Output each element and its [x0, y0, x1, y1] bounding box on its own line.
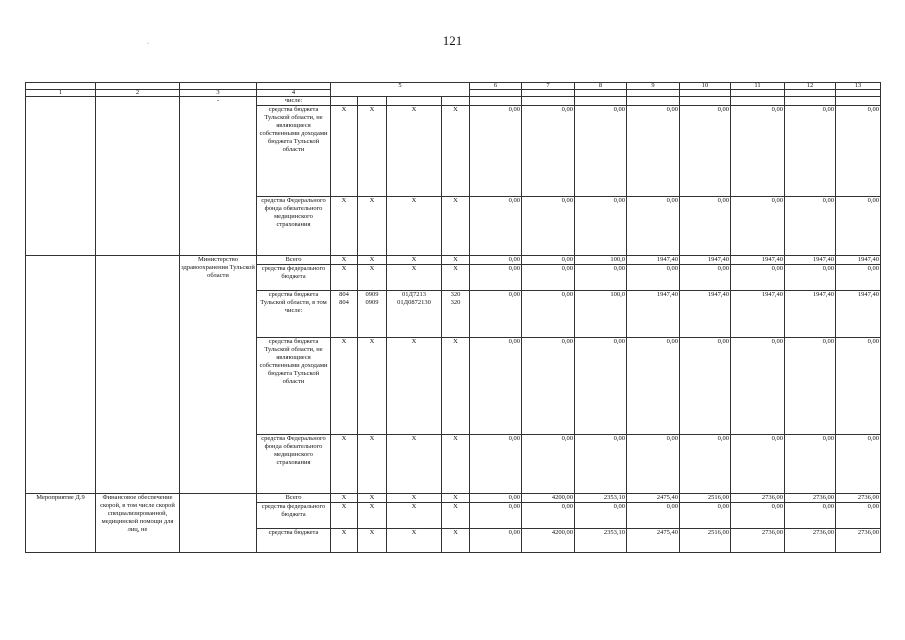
header-cell-3-top	[180, 83, 257, 90]
source-cell: средства бюджета Тульской области, не являющиеся собственными доходами бюджета Тульской области	[257, 338, 331, 435]
value-cell: 0,00	[470, 435, 522, 494]
value-cell: 0,00	[836, 265, 881, 291]
code-cell: 01Д7213 01Д0872130	[387, 291, 442, 338]
value-cell: 0,00	[680, 338, 731, 435]
header-row-top	[26, 83, 881, 90]
code-cell: X	[358, 494, 387, 503]
header-cell-5: 5	[331, 83, 470, 97]
code-cell: X	[331, 106, 358, 197]
code-cell: X	[442, 529, 470, 553]
scan-dot: ·	[147, 41, 149, 47]
value-cell: 0,00	[470, 291, 522, 338]
value-cell: 0,00	[731, 106, 785, 197]
header-cell-4-top	[257, 83, 331, 90]
code-cell: X	[442, 197, 470, 256]
value-cell: 1947,40	[627, 256, 680, 265]
value-cell: 0,00	[575, 338, 627, 435]
code-cell: X	[358, 503, 387, 529]
value-cell: 0,00	[470, 494, 522, 503]
value-cell: 0,00	[785, 503, 836, 529]
code-cell: X	[358, 435, 387, 494]
header-cell-3: 3	[180, 90, 257, 97]
value-cell: 0,00	[470, 197, 522, 256]
value-cell: 0,00	[470, 529, 522, 553]
table-row	[26, 494, 881, 503]
table-row	[26, 256, 881, 265]
value-cell: 2736,00	[836, 494, 881, 503]
value-cell: 0,00	[836, 435, 881, 494]
code-cell: X	[358, 529, 387, 553]
header-cell-9: 9	[627, 83, 680, 90]
header-cell-10: 10	[680, 83, 731, 90]
header-cell-7: 7	[522, 83, 575, 90]
value-cell: 0,00	[627, 265, 680, 291]
header-cell-13: 13	[836, 83, 881, 90]
header-cell-2-top	[96, 83, 180, 90]
code-cell: X	[358, 106, 387, 197]
value-cell: 0,00	[731, 338, 785, 435]
value-cell: 0,00	[575, 435, 627, 494]
value-cell: 0,00	[680, 435, 731, 494]
budget-table	[25, 82, 881, 553]
code-cell: 320 320	[442, 291, 470, 338]
source-cell: средства Федерального фонда обязательного медицинского страхования	[257, 197, 331, 256]
value-cell: 1947,40	[680, 291, 731, 338]
value-cell: 4200,00	[522, 529, 575, 553]
value-cell: 0,00	[785, 265, 836, 291]
value-cell: 0,00	[522, 291, 575, 338]
page-number: 121	[442, 33, 463, 48]
value-cell: 0,00	[836, 197, 881, 256]
value-cell: 2475,40	[627, 494, 680, 503]
source-cell: средства Федерального фонда обязательного медицинского страхования	[257, 435, 331, 494]
value-cell: 0,00	[836, 106, 881, 197]
value-cell: 0,00	[627, 106, 680, 197]
measure-name-cell: Мероприятие Д.9	[26, 494, 96, 553]
value-cell: 1947,40	[836, 256, 881, 265]
value-cell: 0,00	[470, 265, 522, 291]
code-cell: X	[331, 529, 358, 553]
code-cell: X	[358, 197, 387, 256]
code-cell: X	[387, 529, 442, 553]
value-cell: 2736,00	[731, 529, 785, 553]
code-cell: 0909 0909	[358, 291, 387, 338]
header-cell-2: 2	[96, 90, 180, 97]
value-cell: 0,00	[470, 256, 522, 265]
value-cell: 2475,40	[627, 529, 680, 553]
value-cell: 0,00	[575, 503, 627, 529]
source-cell: средства федерального бюджета	[257, 503, 331, 529]
value-cell: 0,00	[522, 106, 575, 197]
value-cell: 1947,40	[731, 291, 785, 338]
value-cell: 1947,40	[785, 256, 836, 265]
value-cell: 0,00	[680, 197, 731, 256]
header-cell-1: 1	[26, 90, 96, 97]
value-cell: 4200,00	[522, 494, 575, 503]
value-cell: 0,00	[522, 197, 575, 256]
header-cell-1-top	[26, 83, 96, 90]
value-cell: 0,00	[522, 256, 575, 265]
code-cell: X	[331, 503, 358, 529]
code-cell: 804 804	[331, 291, 358, 338]
value-cell: 0,00	[522, 265, 575, 291]
value-cell: 0,00	[836, 503, 881, 529]
value-cell: 0,00	[627, 197, 680, 256]
value-cell: 1947,40	[627, 291, 680, 338]
value-cell: 0,00	[470, 503, 522, 529]
header-cell-6: 6	[470, 83, 522, 90]
value-cell: 2736,00	[836, 529, 881, 553]
value-cell: 0,00	[522, 338, 575, 435]
value-cell: 0,00	[575, 197, 627, 256]
code-cell: X	[331, 435, 358, 494]
code-cell: X	[387, 197, 442, 256]
value-cell: 0,00	[470, 338, 522, 435]
source-cell: Всего	[257, 256, 331, 265]
value-cell: 0,00	[785, 338, 836, 435]
value-cell: 0,00	[731, 435, 785, 494]
header-cell-4: 4	[257, 90, 331, 97]
value-cell: 0,00	[785, 197, 836, 256]
value-cell: 100,0	[575, 291, 627, 338]
code-cell: X	[387, 503, 442, 529]
value-cell: 0,00	[785, 106, 836, 197]
header-cell-12: 12	[785, 83, 836, 90]
value-cell: 2353,10	[575, 529, 627, 553]
code-cell: X	[387, 106, 442, 197]
value-cell: 0,00	[627, 338, 680, 435]
table-row	[26, 97, 881, 106]
value-cell: 0,00	[680, 106, 731, 197]
code-cell: X	[358, 265, 387, 291]
code-cell: X	[358, 338, 387, 435]
value-cell: 0,00	[836, 338, 881, 435]
value-cell: 2736,00	[731, 494, 785, 503]
code-cell: X	[387, 265, 442, 291]
code-cell: X	[442, 338, 470, 435]
source-cell: средства бюджета	[257, 529, 331, 553]
value-cell: 0,00	[575, 106, 627, 197]
value-cell: 2736,00	[785, 494, 836, 503]
value-cell: 0,00	[731, 265, 785, 291]
col3-mark: -	[180, 97, 257, 256]
value-cell: 0,00	[731, 197, 785, 256]
ministry-cell: Министерство здравоохранения Тульской области	[180, 256, 257, 494]
code-cell: X	[387, 338, 442, 435]
value-cell: 0,00	[680, 265, 731, 291]
value-cell: 0,00	[731, 503, 785, 529]
code-cell: X	[387, 494, 442, 503]
value-cell: 0,00	[522, 435, 575, 494]
value-cell: 2516,00	[680, 529, 731, 553]
header-cell-8: 8	[575, 83, 627, 90]
code-cell: X	[331, 256, 358, 265]
header-cell-11: 11	[731, 83, 785, 90]
code-cell: X	[442, 265, 470, 291]
source-cell: средства бюджета Тульской области, не являющиеся собственными доходами бюджета Тульской области	[257, 106, 331, 197]
code-cell: X	[358, 256, 387, 265]
code-cell: X	[387, 435, 442, 494]
code-cell: X	[442, 435, 470, 494]
value-cell: 0,00	[575, 265, 627, 291]
code-cell: X	[442, 256, 470, 265]
value-cell: 2736,00	[785, 529, 836, 553]
code-cell: X	[331, 197, 358, 256]
code-cell: X	[442, 494, 470, 503]
code-cell: X	[331, 265, 358, 291]
source-cell: Всего	[257, 494, 331, 503]
value-cell: 1947,40	[836, 291, 881, 338]
code-cell: X	[442, 503, 470, 529]
code-cell: X	[442, 106, 470, 197]
code-cell: X	[387, 256, 442, 265]
value-cell: 0,00	[470, 106, 522, 197]
source-cell: средства бюджета Тульской области, в том числе:	[257, 291, 331, 338]
value-cell: 0,00	[627, 435, 680, 494]
source-cell: числе:	[257, 97, 331, 106]
code-cell: X	[331, 338, 358, 435]
value-cell: 1947,40	[785, 291, 836, 338]
value-cell: 0,00	[522, 503, 575, 529]
value-cell: 0,00	[785, 435, 836, 494]
value-cell: 2353,10	[575, 494, 627, 503]
value-cell: 1947,40	[680, 256, 731, 265]
measure-desc-cell: Финансовое обеспечение скорой, в том числе скорой специализированной, медицинской помощи для лиц, не	[96, 494, 180, 553]
source-cell: средства федерального бюджета	[257, 265, 331, 291]
value-cell: 1947,40	[731, 256, 785, 265]
value-cell: 0,00	[627, 503, 680, 529]
code-cell: X	[331, 494, 358, 503]
value-cell: 100,0	[575, 256, 627, 265]
value-cell: 0,00	[680, 503, 731, 529]
value-cell: 2516,00	[680, 494, 731, 503]
